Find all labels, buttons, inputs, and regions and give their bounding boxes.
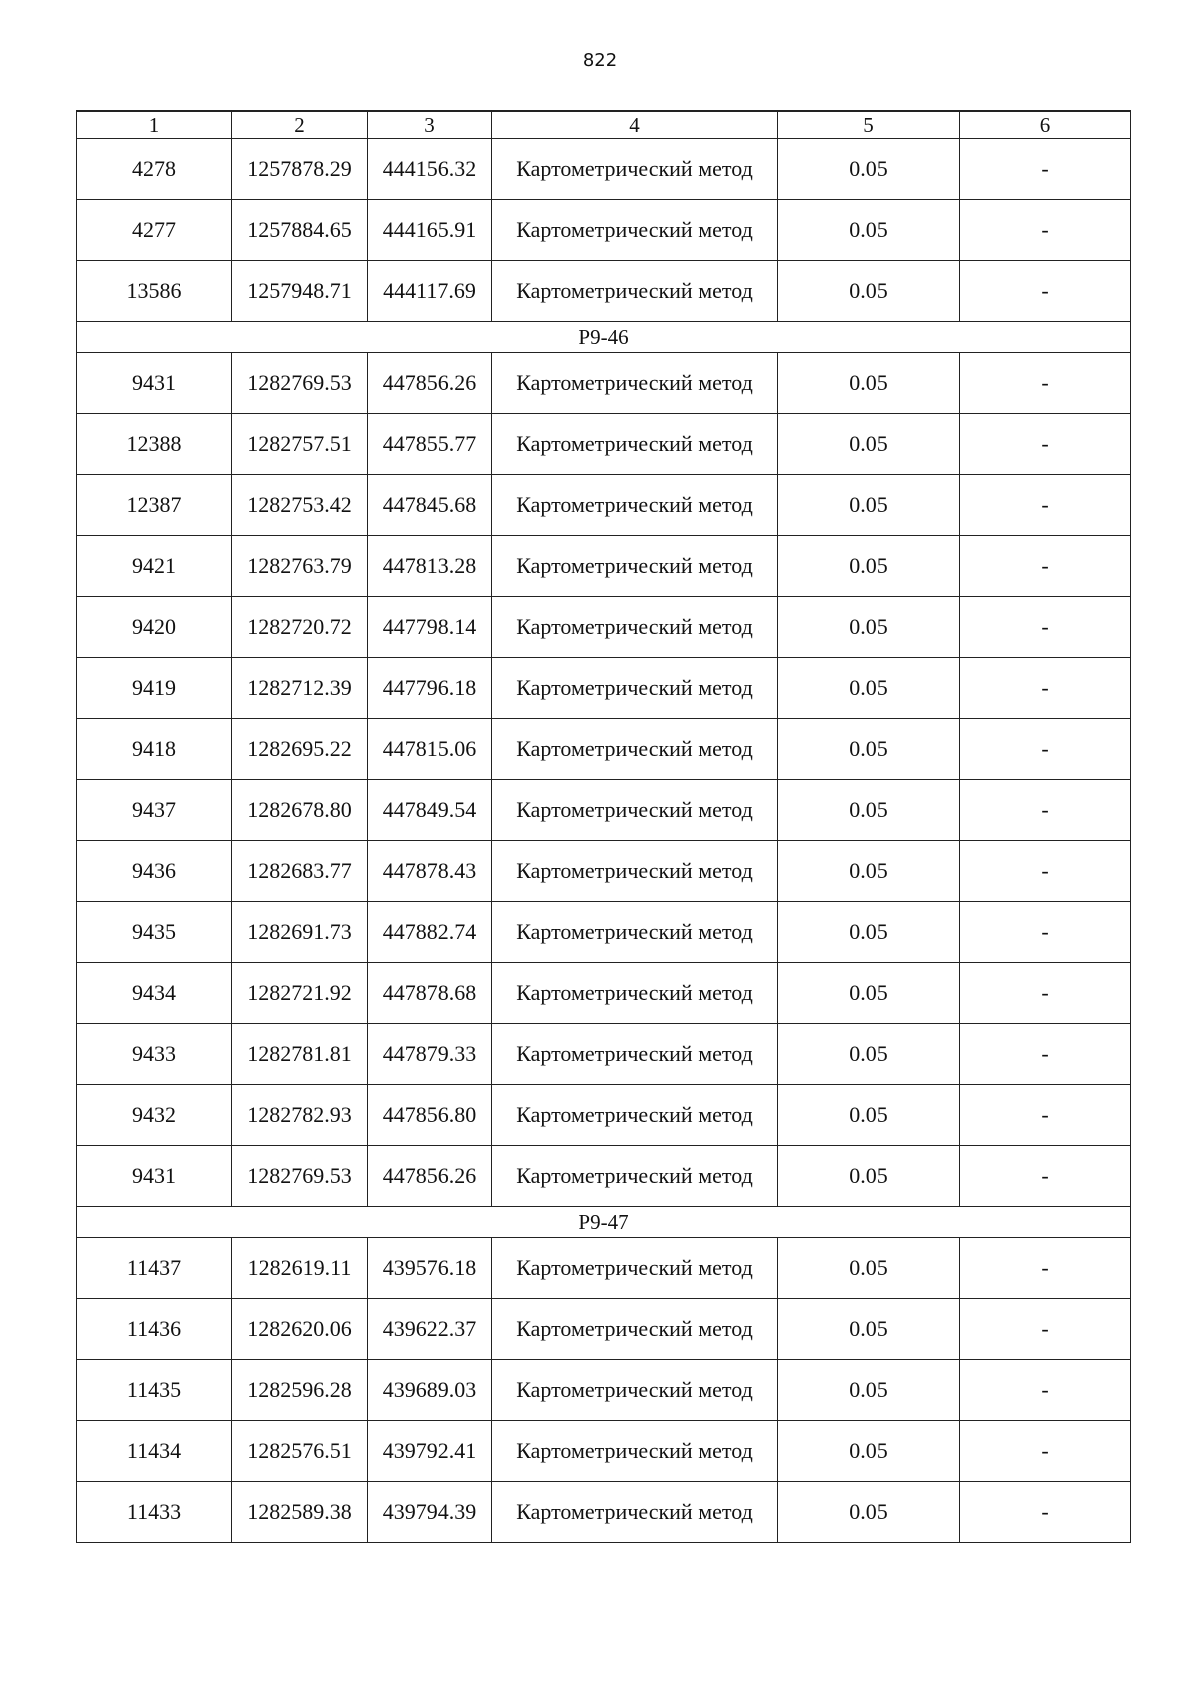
- method-cell: Картометрический метод: [492, 1421, 778, 1482]
- accuracy-cell: 0.05: [778, 200, 960, 261]
- point-number-cell: 11437: [77, 1238, 232, 1299]
- x-coordinate-cell: 1282781.81: [232, 1024, 368, 1085]
- accuracy-cell: 0.05: [778, 719, 960, 780]
- accuracy-cell: 0.05: [778, 1024, 960, 1085]
- table-row: [77, 1238, 1131, 1299]
- table-row: [77, 1482, 1131, 1543]
- accuracy-cell: 0.05: [778, 1482, 960, 1543]
- column-header: 2: [232, 111, 368, 139]
- x-coordinate-cell: 1282620.06: [232, 1299, 368, 1360]
- accuracy-cell: 0.05: [778, 841, 960, 902]
- point-number-cell: 11435: [77, 1360, 232, 1421]
- accuracy-cell: 0.05: [778, 353, 960, 414]
- point-number-cell: 13586: [77, 261, 232, 322]
- accuracy-cell: 0.05: [778, 597, 960, 658]
- note-cell: -: [960, 139, 1131, 200]
- column-header: 1: [77, 111, 232, 139]
- point-number-cell: 11434: [77, 1421, 232, 1482]
- point-number-cell: 9436: [77, 841, 232, 902]
- x-coordinate-cell: 1282596.28: [232, 1360, 368, 1421]
- point-number-cell: 9433: [77, 1024, 232, 1085]
- column-header: 6: [960, 111, 1131, 139]
- point-number-cell: 12388: [77, 414, 232, 475]
- y-coordinate-cell: 447815.06: [368, 719, 492, 780]
- table-row: [77, 658, 1131, 719]
- accuracy-cell: 0.05: [778, 1146, 960, 1207]
- accuracy-cell: 0.05: [778, 414, 960, 475]
- x-coordinate-cell: 1282769.53: [232, 353, 368, 414]
- note-cell: -: [960, 200, 1131, 261]
- x-coordinate-cell: 1282695.22: [232, 719, 368, 780]
- column-header: 5: [778, 111, 960, 139]
- y-coordinate-cell: 447855.77: [368, 414, 492, 475]
- point-number-cell: 11436: [77, 1299, 232, 1360]
- point-number-cell: 9419: [77, 658, 232, 719]
- note-cell: -: [960, 1482, 1131, 1543]
- method-cell: Картометрический метод: [492, 475, 778, 536]
- coordinates-table: [76, 110, 1131, 1543]
- accuracy-cell: 0.05: [778, 1421, 960, 1482]
- y-coordinate-cell: 444165.91: [368, 200, 492, 261]
- point-number-cell: 9431: [77, 353, 232, 414]
- table-body: [77, 139, 1131, 1543]
- method-cell: Картометрический метод: [492, 200, 778, 261]
- table-row: [77, 1085, 1131, 1146]
- x-coordinate-cell: 1282720.72: [232, 597, 368, 658]
- table-row: [77, 475, 1131, 536]
- note-cell: -: [960, 719, 1131, 780]
- x-coordinate-cell: 1282769.53: [232, 1146, 368, 1207]
- point-number-cell: 12387: [77, 475, 232, 536]
- note-cell: -: [960, 1085, 1131, 1146]
- y-coordinate-cell: 439622.37: [368, 1299, 492, 1360]
- table-row: [77, 261, 1131, 322]
- note-cell: -: [960, 658, 1131, 719]
- x-coordinate-cell: 1282763.79: [232, 536, 368, 597]
- method-cell: Картометрический метод: [492, 963, 778, 1024]
- y-coordinate-cell: 439792.41: [368, 1421, 492, 1482]
- table-row: [77, 780, 1131, 841]
- x-coordinate-cell: 1282589.38: [232, 1482, 368, 1543]
- point-number-cell: 11433: [77, 1482, 232, 1543]
- note-cell: -: [960, 1360, 1131, 1421]
- x-coordinate-cell: 1282576.51: [232, 1421, 368, 1482]
- accuracy-cell: 0.05: [778, 780, 960, 841]
- point-number-cell: 9435: [77, 902, 232, 963]
- note-cell: -: [960, 597, 1131, 658]
- y-coordinate-cell: 447882.74: [368, 902, 492, 963]
- method-cell: Картометрический метод: [492, 1482, 778, 1543]
- point-number-cell: 9418: [77, 719, 232, 780]
- x-coordinate-cell: 1282619.11: [232, 1238, 368, 1299]
- note-cell: -: [960, 475, 1131, 536]
- method-cell: Картометрический метод: [492, 139, 778, 200]
- method-cell: Картометрический метод: [492, 841, 778, 902]
- y-coordinate-cell: 447856.26: [368, 1146, 492, 1207]
- point-number-cell: 9431: [77, 1146, 232, 1207]
- y-coordinate-cell: 439576.18: [368, 1238, 492, 1299]
- table-header-row: [77, 111, 1131, 139]
- table-row: [77, 1146, 1131, 1207]
- method-cell: Картометрический метод: [492, 719, 778, 780]
- x-coordinate-cell: 1282683.77: [232, 841, 368, 902]
- x-coordinate-cell: 1282678.80: [232, 780, 368, 841]
- method-cell: Картометрический метод: [492, 1085, 778, 1146]
- point-number-cell: 4278: [77, 139, 232, 200]
- x-coordinate-cell: 1282712.39: [232, 658, 368, 719]
- note-cell: -: [960, 1146, 1131, 1207]
- table-row: [77, 1299, 1131, 1360]
- x-coordinate-cell: 1282782.93: [232, 1085, 368, 1146]
- note-cell: -: [960, 536, 1131, 597]
- table-row: [77, 597, 1131, 658]
- accuracy-cell: 0.05: [778, 1299, 960, 1360]
- table-row: [77, 414, 1131, 475]
- method-cell: Картометрический метод: [492, 261, 778, 322]
- x-coordinate-cell: 1282753.42: [232, 475, 368, 536]
- y-coordinate-cell: 444156.32: [368, 139, 492, 200]
- accuracy-cell: 0.05: [778, 475, 960, 536]
- table-row: [77, 353, 1131, 414]
- table-row: [77, 200, 1131, 261]
- point-number-cell: 9432: [77, 1085, 232, 1146]
- method-cell: Картометрический метод: [492, 902, 778, 963]
- accuracy-cell: 0.05: [778, 1085, 960, 1146]
- accuracy-cell: 0.05: [778, 963, 960, 1024]
- accuracy-cell: 0.05: [778, 536, 960, 597]
- accuracy-cell: 0.05: [778, 261, 960, 322]
- x-coordinate-cell: 1282691.73: [232, 902, 368, 963]
- method-cell: Картометрический метод: [492, 536, 778, 597]
- note-cell: -: [960, 1299, 1131, 1360]
- page-number: 822: [582, 50, 618, 71]
- point-number-cell: 9437: [77, 780, 232, 841]
- x-coordinate-cell: 1257878.29: [232, 139, 368, 200]
- accuracy-cell: 0.05: [778, 902, 960, 963]
- note-cell: -: [960, 1421, 1131, 1482]
- note-cell: -: [960, 902, 1131, 963]
- y-coordinate-cell: 447849.54: [368, 780, 492, 841]
- method-cell: Картометрический метод: [492, 1146, 778, 1207]
- x-coordinate-cell: 1282721.92: [232, 963, 368, 1024]
- y-coordinate-cell: 447796.18: [368, 658, 492, 719]
- accuracy-cell: 0.05: [778, 139, 960, 200]
- table-row: [77, 139, 1131, 200]
- y-coordinate-cell: 447878.43: [368, 841, 492, 902]
- method-cell: Картометрический метод: [492, 353, 778, 414]
- section-label: Р9-47: [77, 1207, 1131, 1238]
- point-number-cell: 9420: [77, 597, 232, 658]
- y-coordinate-cell: 447856.80: [368, 1085, 492, 1146]
- table-row: [77, 536, 1131, 597]
- table-row: [77, 841, 1131, 902]
- method-cell: Картометрический метод: [492, 1024, 778, 1085]
- note-cell: -: [960, 963, 1131, 1024]
- column-header: 4: [492, 111, 778, 139]
- point-number-cell: 4277: [77, 200, 232, 261]
- y-coordinate-cell: 447879.33: [368, 1024, 492, 1085]
- point-number-cell: 9421: [77, 536, 232, 597]
- table-row: [77, 719, 1131, 780]
- note-cell: -: [960, 1238, 1131, 1299]
- note-cell: -: [960, 841, 1131, 902]
- y-coordinate-cell: 447845.68: [368, 475, 492, 536]
- y-coordinate-cell: 439689.03: [368, 1360, 492, 1421]
- method-cell: Картометрический метод: [492, 1238, 778, 1299]
- note-cell: -: [960, 353, 1131, 414]
- method-cell: Картометрический метод: [492, 597, 778, 658]
- note-cell: -: [960, 261, 1131, 322]
- table-row: [77, 963, 1131, 1024]
- method-cell: Картометрический метод: [492, 780, 778, 841]
- x-coordinate-cell: 1257884.65: [232, 200, 368, 261]
- table-row: [77, 1360, 1131, 1421]
- point-number-cell: 9434: [77, 963, 232, 1024]
- table-row: [77, 1024, 1131, 1085]
- y-coordinate-cell: 447798.14: [368, 597, 492, 658]
- table-row: [77, 1421, 1131, 1482]
- x-coordinate-cell: 1257948.71: [232, 261, 368, 322]
- y-coordinate-cell: 447856.26: [368, 353, 492, 414]
- accuracy-cell: 0.05: [778, 658, 960, 719]
- y-coordinate-cell: 447878.68: [368, 963, 492, 1024]
- y-coordinate-cell: 444117.69: [368, 261, 492, 322]
- note-cell: -: [960, 1024, 1131, 1085]
- accuracy-cell: 0.05: [778, 1360, 960, 1421]
- accuracy-cell: 0.05: [778, 1238, 960, 1299]
- method-cell: Картометрический метод: [492, 1299, 778, 1360]
- method-cell: Картометрический метод: [492, 1360, 778, 1421]
- note-cell: -: [960, 780, 1131, 841]
- y-coordinate-cell: 447813.28: [368, 536, 492, 597]
- method-cell: Картометрический метод: [492, 658, 778, 719]
- section-row: [77, 1207, 1131, 1238]
- method-cell: Картометрический метод: [492, 414, 778, 475]
- column-header: 3: [368, 111, 492, 139]
- section-label: Р9-46: [77, 322, 1131, 353]
- y-coordinate-cell: 439794.39: [368, 1482, 492, 1543]
- note-cell: -: [960, 414, 1131, 475]
- x-coordinate-cell: 1282757.51: [232, 414, 368, 475]
- section-row: [77, 322, 1131, 353]
- table-row: [77, 902, 1131, 963]
